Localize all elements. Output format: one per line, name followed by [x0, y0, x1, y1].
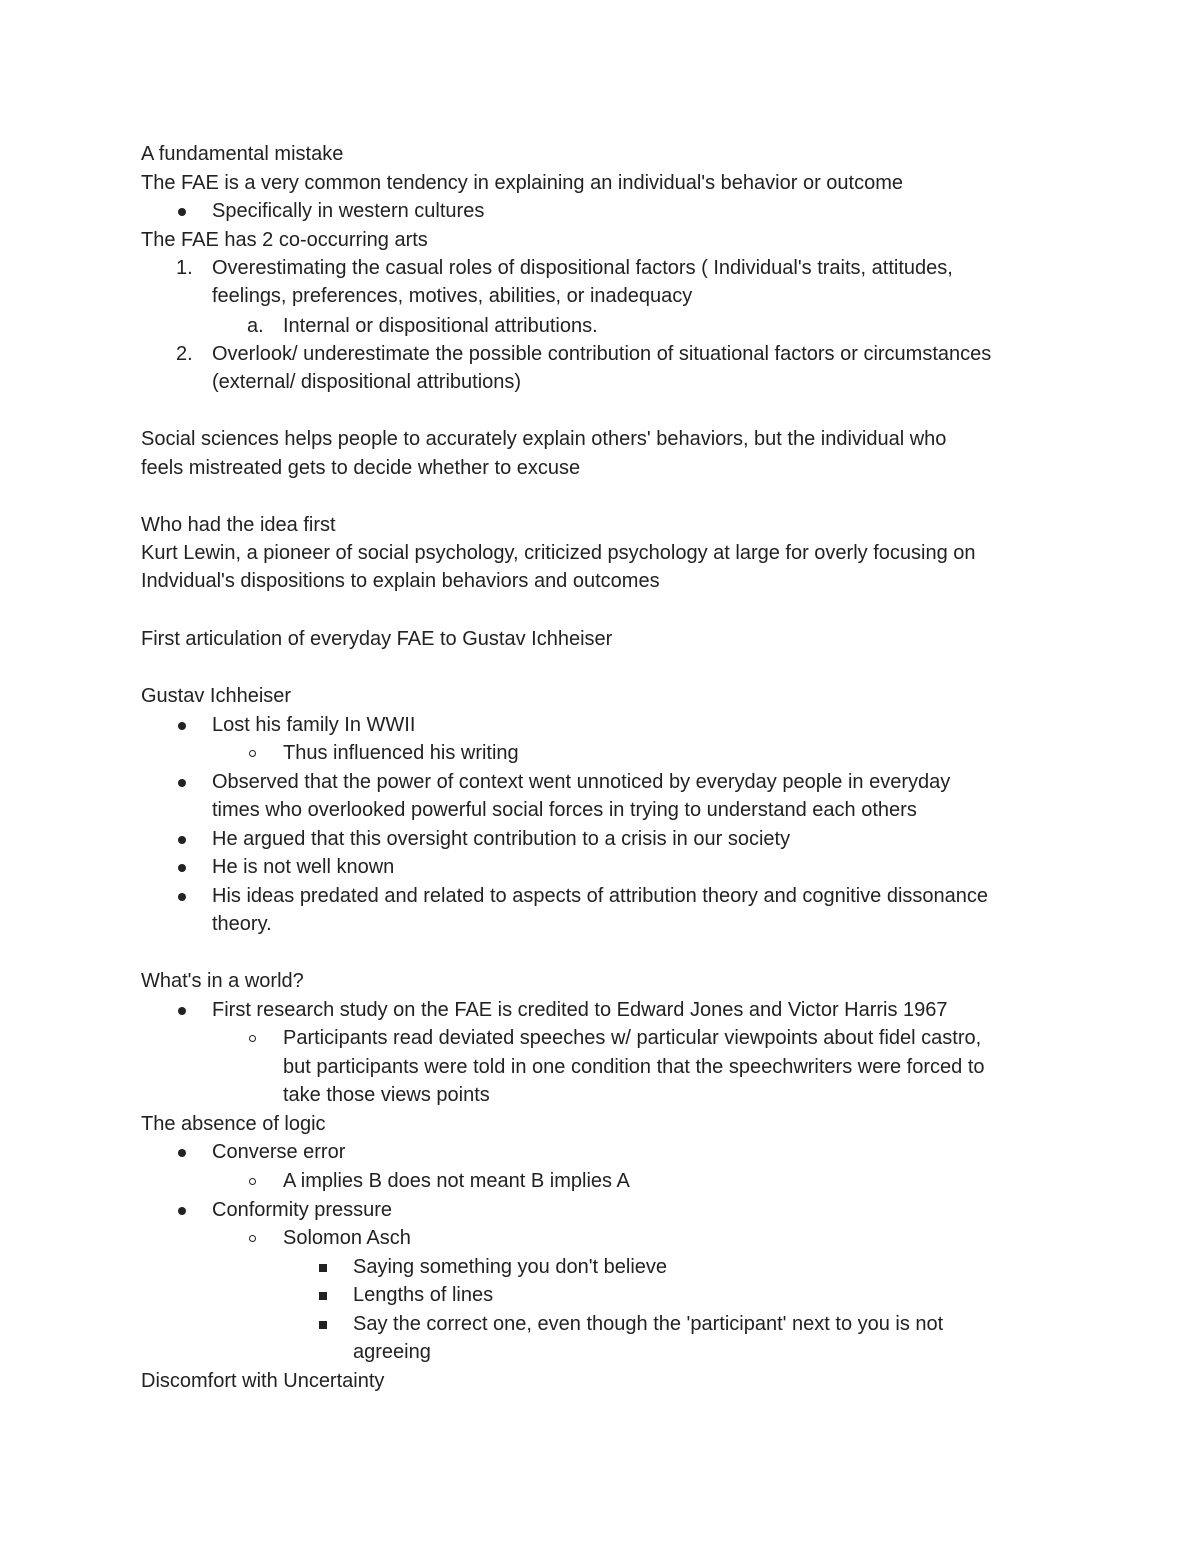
- asch-item-believe: Saying something you don't believe: [353, 1256, 668, 1278]
- gustav-bullet-family: Lost his family In WWII: [212, 714, 416, 736]
- first-articulation-text: First articulation of everyday FAE to Gustav Ichheiser: [141, 628, 613, 650]
- bullet-icon: [178, 779, 186, 787]
- part2-text-line2: (external/ dispositional attributions): [212, 371, 522, 393]
- heading-fundamental-mistake: A fundamental mistake: [141, 143, 344, 165]
- logic-heading: The absence of logic: [141, 1113, 326, 1135]
- world-sub-bullet-line2: but participants were told in one condition that the speechwriters were forced to: [283, 1056, 985, 1078]
- bullet-icon: [178, 836, 186, 844]
- asch-item-lines: Lengths of lines: [353, 1284, 494, 1306]
- asch-item-correct-line2: agreeing: [353, 1341, 431, 1363]
- list-number: 1.: [176, 257, 193, 279]
- bullet-icon: [178, 208, 186, 216]
- gustav-bullet-context-line1: Observed that the power of context went unnoticed by everyday people in everyday: [212, 771, 951, 793]
- gustav-bullet-known: He is not well known: [212, 856, 395, 878]
- gustav-bullet-ideas-line2: theory.: [212, 913, 272, 935]
- gustav-sub-bullet-writing: Thus influenced his writing: [283, 742, 519, 764]
- lewin-text-line2: Indvidual's dispositions to explain behaviors and outcomes: [141, 570, 660, 592]
- bullet-icon: [178, 722, 186, 730]
- list-letter: a.: [247, 315, 264, 337]
- logic-sub-bullet-implies: A implies B does not meant B implies A: [283, 1170, 630, 1192]
- world-sub-bullet-line3: take those views points: [283, 1084, 490, 1106]
- world-bullet-study: First research study on the FAE is credited to Edward Jones and Victor Harris 1967: [212, 999, 948, 1021]
- who-first-heading: Who had the idea first: [141, 514, 336, 536]
- square-bullet-icon: [319, 1292, 327, 1300]
- fae-parts-title: The FAE has 2 co-occurring arts: [141, 229, 428, 251]
- logic-bullet-converse: Converse error: [212, 1141, 346, 1163]
- social-text-line1: Social sciences helps people to accurately explain others' behaviors, but the individual who: [141, 428, 947, 450]
- world-heading: What's in a world?: [141, 970, 304, 992]
- bullet-icon: [178, 1207, 186, 1215]
- sub-bullet-icon: [249, 1178, 256, 1185]
- bullet-icon: [178, 1007, 186, 1015]
- square-bullet-icon: [319, 1321, 327, 1329]
- part2-text-line1: Overlook/ underestimate the possible contribution of situational factors or circumstances: [212, 343, 992, 365]
- bullet-icon: [178, 1149, 186, 1157]
- logic-bullet-conformity: Conformity pressure: [212, 1199, 393, 1221]
- bullet-icon: [178, 893, 186, 901]
- fae-intro-bullet: Specifically in western cultures: [212, 200, 485, 222]
- sub-bullet-icon: [249, 1235, 256, 1242]
- gustav-bullet-ideas-line1: His ideas predated and related to aspects of attribution theory and cognitive dissonance: [212, 885, 989, 907]
- gustav-heading: Gustav Ichheiser: [141, 685, 292, 707]
- part1a-text: Internal or dispositional attributions.: [283, 315, 598, 337]
- social-text-line2: feels mistreated gets to decide whether to excuse: [141, 457, 581, 479]
- square-bullet-icon: [319, 1264, 327, 1272]
- world-sub-bullet-line1: Participants read deviated speeches w/ particular viewpoints about fidel castro,: [283, 1027, 982, 1049]
- sub-bullet-icon: [249, 750, 256, 757]
- discomfort-heading: Discomfort with Uncertainty: [141, 1370, 385, 1392]
- gustav-bullet-context-line2: times who overlooked powerful social forces in trying to understand each others: [212, 799, 917, 821]
- gustav-bullet-crisis: He argued that this oversight contribution to a crisis in our society: [212, 828, 791, 850]
- asch-item-correct-line1: Say the correct one, even though the 'participant' next to you is not: [353, 1313, 944, 1335]
- logic-sub-bullet-asch: Solomon Asch: [283, 1227, 411, 1249]
- fae-intro-text: The FAE is a very common tendency in explaining an individual's behavior or outcome: [141, 172, 904, 194]
- list-number: 2.: [176, 343, 193, 365]
- sub-bullet-icon: [249, 1035, 256, 1042]
- bullet-icon: [178, 864, 186, 872]
- lewin-text-line1: Kurt Lewin, a pioneer of social psychology, criticized psychology at large for overly focusing on: [141, 542, 976, 564]
- part1-text-line1: Overestimating the casual roles of dispositional factors ( Individual's traits, attitudes,: [212, 257, 953, 279]
- part1-text-line2: feelings, preferences, motives, abilities, or inadequacy: [212, 285, 693, 307]
